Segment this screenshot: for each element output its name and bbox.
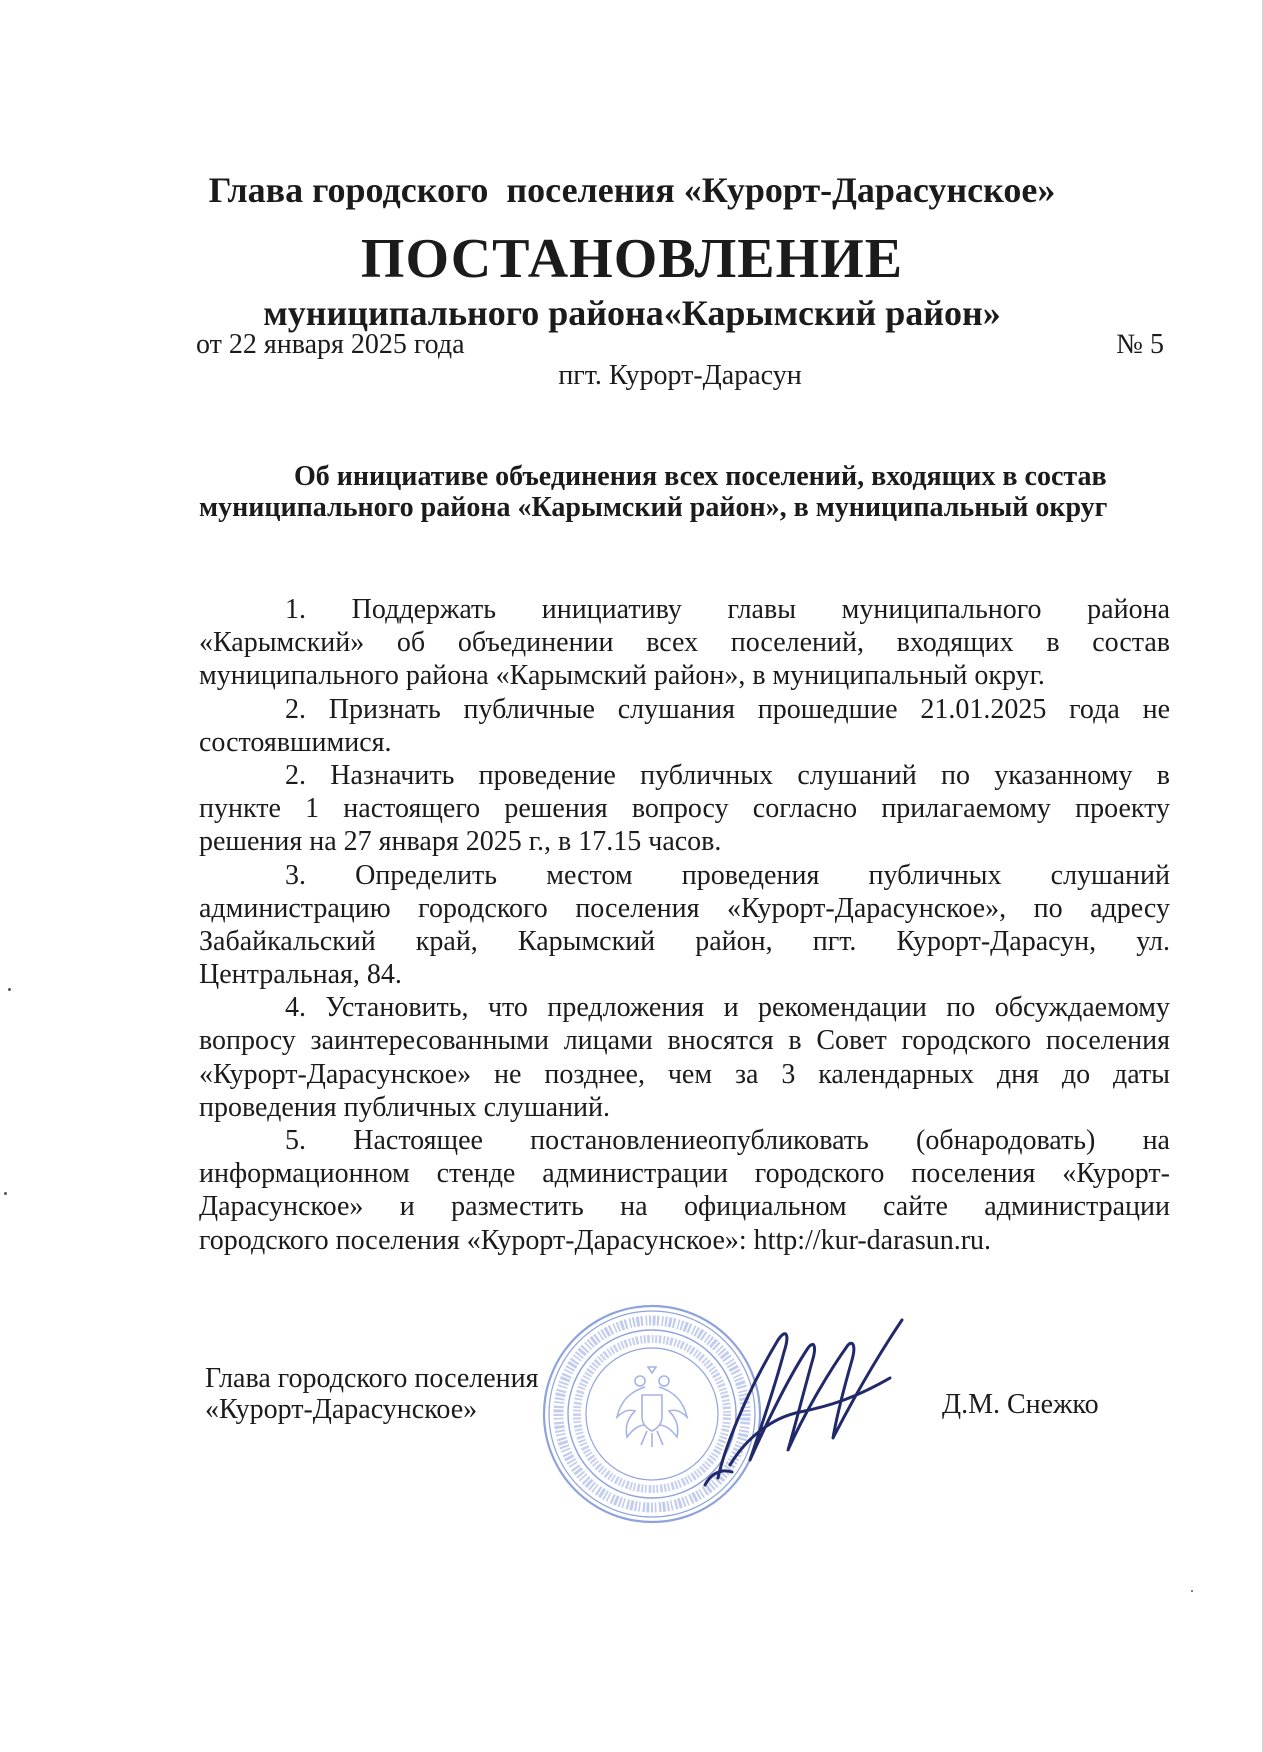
body-line: вопросу заинтересованными лицами вносятся в Совет городского поселения bbox=[199, 1025, 1170, 1057]
body-line: «Карымский» об объединении всех поселений, входящих в состав bbox=[199, 627, 1170, 659]
body-line: состоявшимися. bbox=[199, 726, 392, 758]
body-line: 1. Поддержать инициативу главы муниципального района bbox=[285, 594, 1170, 625]
body-line: проведения публичных слушаний. bbox=[199, 1091, 610, 1123]
body-line: 2. Назначить проведение публичных слушаний по указанному в bbox=[285, 759, 1170, 791]
document-date: от 22 января 2025 года bbox=[196, 329, 465, 360]
signatory-position bbox=[205, 1363, 539, 1425]
body-line: Забайкальский край, Карымский район, пгт. Курорт-Дарасун, ул. bbox=[199, 925, 1170, 957]
body-line: администрацию городского поселения «Курорт-Дарасунское», по адресу bbox=[199, 892, 1170, 924]
clause-4 bbox=[199, 991, 1170, 1124]
body-line: 2. Признать публичные слушания прошедшие 21.01.2025 года не bbox=[285, 693, 1170, 725]
scan-speck bbox=[4, 1192, 7, 1195]
document-subject-line: Об инициативе объединения всех поселений, входящих в состав bbox=[294, 461, 1107, 492]
document-subject-line: муниципального района «Карымский район», в муниципальный округ bbox=[199, 492, 1108, 523]
body-line: Центральная, 84. bbox=[199, 959, 402, 991]
document-place: пгт. Курорт-Дарасун bbox=[558, 360, 802, 391]
signatory-position-line: «Курорт-Дарасунское» bbox=[205, 1394, 478, 1425]
coat-of-arms-emblem bbox=[617, 1367, 687, 1447]
body-line: 5. Настоящее постановлениеопубликовать (обнародовать) на bbox=[285, 1125, 1170, 1156]
scan-speck bbox=[1191, 1590, 1193, 1592]
body-line: 3. Определить местом проведения публичных слушаний bbox=[285, 859, 1170, 891]
document-body bbox=[199, 593, 1170, 1257]
document-type-title: ПОСТАНОВЛЕНИЕ bbox=[360, 228, 904, 290]
body-line: «Курорт-Дарасунское» не позднее, чем за 3 календарных дня до даты bbox=[199, 1058, 1170, 1090]
issuer-header-line: Глава городского поселения «Курорт-Дарасунское» bbox=[208, 170, 1056, 210]
clause-1 bbox=[199, 593, 1170, 693]
body-line: пункте 1 настоящего решения вопросу согласно прилагаемому проекту bbox=[199, 793, 1170, 825]
clause-3 bbox=[199, 859, 1170, 992]
body-line: 4. Установить, что предложения и рекомендации по обсуждаемому bbox=[285, 992, 1170, 1024]
signatory-name: Д.М. Снежко bbox=[942, 1389, 1099, 1420]
body-line: городского поселения «Курорт-Дарасунское»: http://kur-darasun.ru. bbox=[199, 1224, 992, 1256]
signatory-position-line: Глава городского поселения bbox=[205, 1363, 539, 1394]
body-line: муниципального района «Карымский район», в муниципальный округ. bbox=[199, 660, 1045, 692]
clause-5 bbox=[199, 1124, 1170, 1257]
issuer-header-line: муниципального района«Карымский район» bbox=[263, 293, 1001, 333]
clause-2 bbox=[199, 693, 1170, 759]
body-line: Дарасунское» и разместить на официальном сайте администрации bbox=[199, 1191, 1170, 1223]
scan-speck bbox=[8, 988, 11, 991]
handwritten-signature bbox=[690, 1300, 920, 1490]
body-line: информационном стенде администрации городского поселения «Курорт- bbox=[199, 1158, 1170, 1190]
body-line: решения на 27 января 2025 г., в 17.15 часов. bbox=[199, 826, 722, 858]
clause-2b bbox=[199, 759, 1170, 859]
document-number: № 5 bbox=[1116, 329, 1164, 360]
